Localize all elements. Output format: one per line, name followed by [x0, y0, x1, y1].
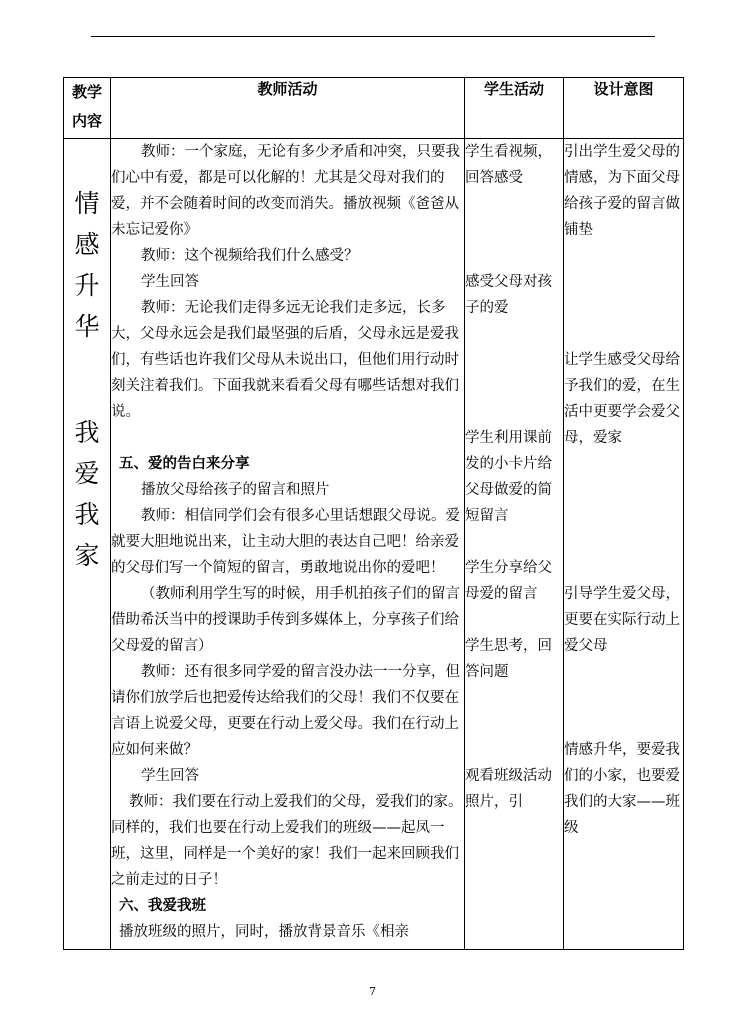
teacher-paragraph: 教师：还有很多同学爱的留言没办法一一分享，但请你们放学后也把爱传达给我们的父母！我们不仅要在言语上说爱父母，更要在行动上爱父母。我们在行动上应如何来做？ — [111, 664, 460, 758]
teacher-paragraph: 教师：我们要在行动上爱我们的父母，爱我们的家。同样的，我们也要在行动上爱我们的班级——起凤一班，这里，同样是一个美好的家！我们一起来回顾我们之前走过的日子！ — [111, 794, 463, 888]
teacher-paragraph — [111, 425, 464, 451]
student-activity-item: 学生思考，回答问题 — [465, 638, 552, 680]
header-student: 学生活动 — [465, 78, 564, 139]
section-label-char: 我 — [74, 500, 100, 529]
section-label-char: 爱 — [74, 459, 100, 488]
teacher-paragraph: （教师利用学生写的时候，用手机拍孩子们的留言借助希沃当中的授课助手传到多媒体上，分享孩子们给父母爱的留言） — [111, 586, 460, 654]
section-label-char: 情 — [74, 189, 100, 218]
student-activity-item: 感受父母对孩子的爱 — [465, 274, 552, 316]
content-cell — [64, 139, 111, 950]
table-row — [64, 139, 684, 950]
student-activity-item: 学生看视频，回答感受 — [465, 144, 552, 186]
student-activity-item: 学生分享给父母爱的留言 — [465, 560, 552, 602]
page-number: 7 — [369, 985, 376, 998]
design-intent-item: 情感升华，要爱我们的小家，也要爱我们的大家——班级 — [564, 742, 680, 836]
teacher-paragraph: 教师：这个视频给我们什么感受？ — [141, 248, 359, 264]
lesson-plan-table — [63, 77, 684, 950]
section-heading: 五、爱的告白来分享 — [119, 456, 250, 472]
section-label-char: 我 — [74, 418, 100, 447]
teacher-paragraph: 学生回答 — [141, 768, 199, 784]
section-label — [64, 139, 110, 576]
header-teacher: 教师活动 — [111, 78, 465, 139]
teacher-activity-cell — [111, 139, 465, 950]
teacher-paragraph: 教师：一个家庭，无论有多少矛盾和冲突，只要我们心中有爱，都是可以化解的！尤其是父母对我们的爱，并不会随着时间的改变而消失。播放视频《爸爸从未忘记爱你》 — [111, 144, 460, 238]
header-design: 设计意图 — [564, 78, 684, 139]
table-header-row — [64, 78, 684, 139]
design-intent-item: 让学生感受父母给予我们的爱，在生活中更要学会爱父母，爱家 — [564, 352, 680, 446]
section-heading: 六、我爱我班 — [119, 898, 206, 914]
student-activity-item: 学生利用课前发的小卡片给父母做爱的简短留言 — [465, 430, 552, 524]
design-intent-item: 引出学生爱父母的情感，为下面父母给孩子爱的留言做铺垫 — [564, 144, 680, 238]
teacher-paragraph: 教师：无论我们走得多远无论我们走多远，长多大，父母永远会是我们最坚强的后盾，父母永远是爱我们，有些话也许我们父母从未说出口，但他们用行动时刻关注着我们。下面我就来看看父母有哪些话想对我们说。 — [111, 300, 459, 420]
teacher-paragraph: 播放班级的照片，同时，播放背景音乐《相亲 — [119, 924, 409, 940]
section-label-char: 家 — [74, 541, 100, 570]
section-label-char: 感 — [74, 230, 100, 259]
student-activity-item: 观看班级活动照片，引 — [465, 768, 552, 810]
header-content: 教学 内容 — [64, 78, 111, 139]
design-intent-cell — [564, 139, 684, 950]
teacher-paragraph: 教师：相信同学们会有很多心里话想跟父母说。爱就要大胆地说出来，让主动大胆的表达自己吧！给亲爱的父母们写一个简短的留言，勇敢地说出你的爱吧！ — [111, 508, 460, 576]
student-activity-cell — [465, 139, 564, 950]
section-label-char: 升 — [74, 271, 100, 300]
section-label-char: 华 — [74, 312, 100, 341]
teacher-paragraph: 播放父母给孩子的留言和照片 — [141, 482, 330, 498]
header-rule — [91, 36, 655, 37]
design-intent-item: 引导学生爱父母，更要在实际行动上爱父母 — [564, 586, 680, 654]
teacher-paragraph: 学生回答 — [141, 274, 199, 290]
